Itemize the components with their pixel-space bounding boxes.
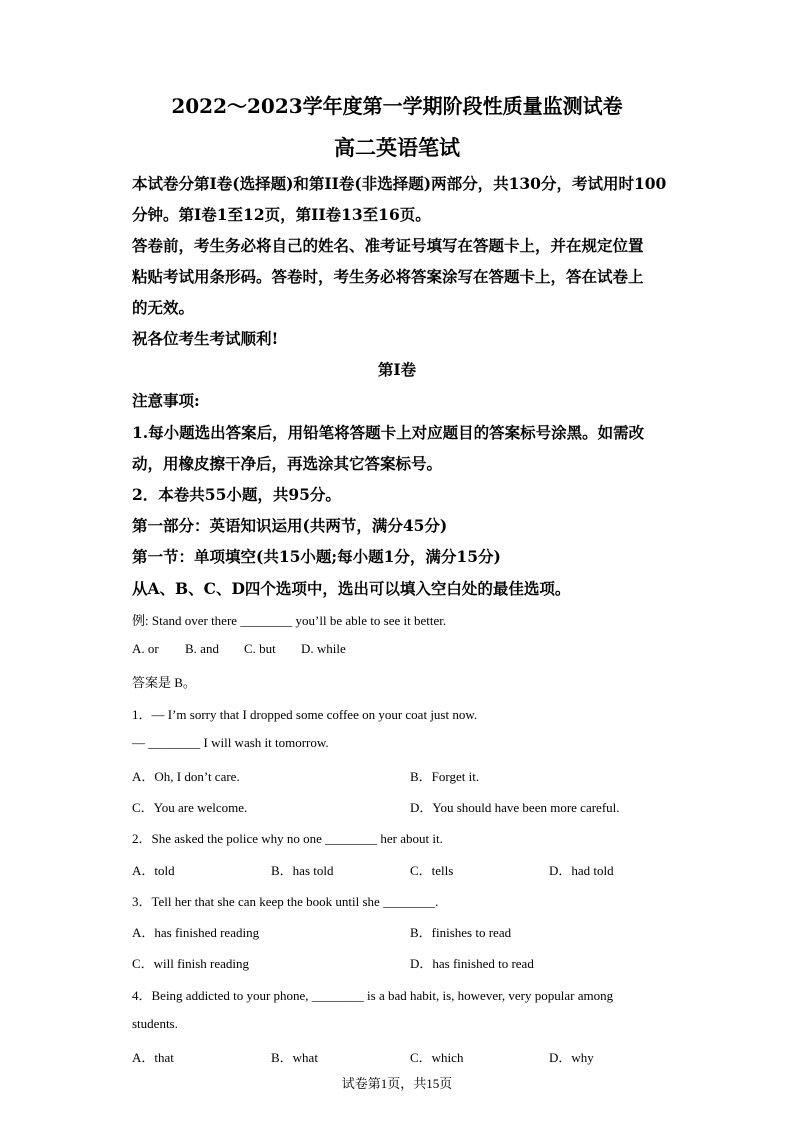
question-3-option-d: D．has finished to read	[410, 956, 534, 971]
example-option-d: D. while	[301, 641, 346, 656]
notes-item-1-line-1: 1.每小题选出答案后，用铅笔将答题卡上对应题目的答案标号涂黑。如需改	[132, 423, 645, 442]
notes-item-1-line-2: 动，用橡皮擦干净后，再选涂其它答案标号。	[132, 454, 443, 473]
question-2-line-1: 2．She asked the police why no one ________ her about it.	[132, 831, 443, 846]
question-4-line-2: students.	[132, 1016, 178, 1031]
question-4-option-b: B．what	[271, 1050, 318, 1065]
notes-item-2: 2．本卷共55小题，共95分。	[132, 485, 341, 504]
question-1-option-a: A．Oh, I don’t care.	[132, 769, 240, 784]
intro-line-5: 的无效。	[132, 298, 195, 317]
intro-line-2: 分钟。第I卷1至12页，第II卷13至16页。	[132, 205, 431, 224]
part1-title: 第一部分：英语知识运用(共两节，满分45分)	[132, 516, 448, 535]
question-3-option-a: A．has finished reading	[132, 925, 260, 940]
intro-line-1: 本试卷分第I卷(选择题)和第II卷(非选择题)两部分，共130分，考试用时100	[132, 174, 667, 193]
question-1-line-1: 1．— I’m sorry that I dropped some coffee on your coat just now.	[132, 707, 478, 722]
example-option-a: A. or	[132, 641, 159, 656]
page-footer: 试卷第1页，共15页	[341, 1076, 453, 1091]
intro-line-3: 答卷前，考生务必将自己的姓名、准考证号填写在答题卡上，并在规定位置	[132, 236, 644, 255]
example-answer: 答案是 B。	[132, 675, 196, 690]
question-3-line-1: 3．Tell her that she can keep the book until she ________.	[132, 894, 439, 909]
example-option-b: B. and	[185, 641, 219, 656]
part1-section1: 第一节：单项填空(共15小题;每小题1分，满分15分)	[132, 547, 501, 566]
question-4-option-c: C．which	[410, 1050, 464, 1065]
question-1-option-d: D．You should have been more careful.	[410, 800, 620, 815]
question-3-option-c: C．will finish reading	[132, 956, 249, 971]
question-2-option-c: C．tells	[410, 863, 454, 878]
question-1-line-2: — ________ I will wash it tomorrow.	[132, 735, 329, 750]
question-2-option-a: A．told	[132, 863, 175, 878]
intro-line-6: 祝各位考生考试顺利!	[132, 329, 279, 348]
example-option-c: C. but	[244, 641, 276, 656]
intro-line-4: 粘贴考试用条形码。答卷时，考生务必将答案涂写在答题卡上，答在试卷上	[132, 267, 644, 286]
part1-instruction: 从A、B、C、D四个选项中，选出可以填入空白处的最佳选项。	[132, 579, 571, 598]
question-3-option-b: B．finishes to read	[410, 925, 512, 940]
question-4-option-d: D．why	[549, 1050, 594, 1065]
exam-subtitle: 高二英语笔试	[334, 135, 460, 160]
question-4-option-a: A．that	[132, 1050, 174, 1065]
question-1-option-c: C．You are welcome.	[132, 800, 248, 815]
question-4-line-1: 4．Being addicted to your phone, ________ is a bad habit, is, however, very popular among	[132, 988, 614, 1003]
notes-heading: 注意事项:	[132, 391, 200, 410]
section-title: 第I卷	[377, 360, 417, 379]
question-2-option-d: D．had told	[549, 863, 614, 878]
exam-title: 2022～2023学年度第一学期阶段性质量监测试卷	[171, 94, 623, 118]
question-1-option-b: B．Forget it.	[410, 769, 480, 784]
example-question: 例: Stand over there ________ you’ll be able to see it better.	[132, 613, 447, 628]
question-2-option-b: B．has told	[271, 863, 334, 878]
